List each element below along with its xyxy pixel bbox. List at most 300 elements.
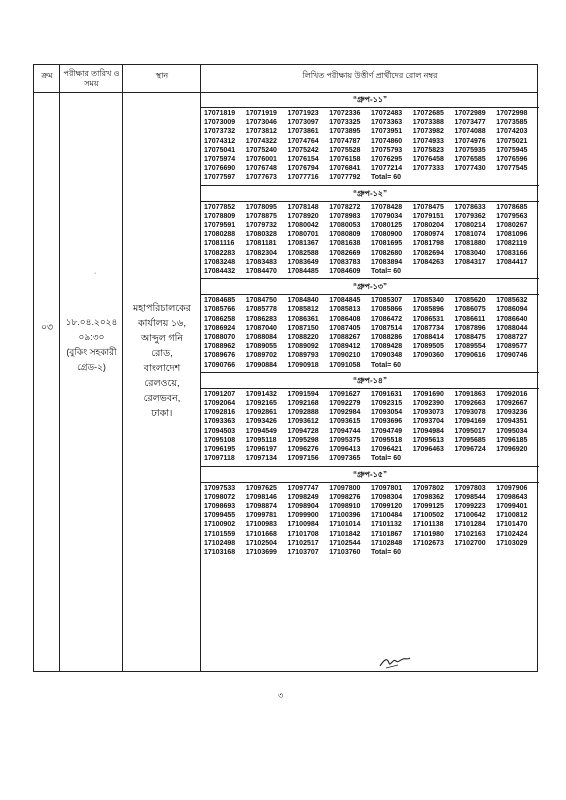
empty-cell xyxy=(455,173,495,182)
empty-cell xyxy=(496,361,536,370)
roll-number: 17100396 xyxy=(329,512,361,520)
roll-number: 17084470 xyxy=(245,268,277,276)
roll-number: 17076154 xyxy=(287,156,319,164)
roll-number: 17071919 xyxy=(245,110,277,117)
roll-number: 17103168 xyxy=(204,548,236,556)
roll-number: 17098276 xyxy=(329,493,361,501)
roll-number: 17080900 xyxy=(371,231,403,239)
header-venue: স্থান xyxy=(155,71,169,80)
roll-number: 17082588 xyxy=(287,249,319,257)
roll-number: 17101867 xyxy=(371,530,403,538)
roll-grid xyxy=(204,390,536,464)
roll-number: 17077792 xyxy=(329,174,361,182)
roll-number: 17094351 xyxy=(496,418,528,426)
group-title: “গ্রুপ-১২” xyxy=(201,186,539,202)
roll-number: 17102673 xyxy=(412,539,444,547)
roll-number: 17102498 xyxy=(204,539,236,547)
roll-number: 17094549 xyxy=(245,427,277,435)
roll-number: 17075793 xyxy=(371,146,403,154)
roll-number: 17092390 xyxy=(412,400,444,408)
roll-number: 17097906 xyxy=(496,484,528,492)
roll-number: 17074764 xyxy=(287,137,319,145)
roll-number: 17098904 xyxy=(287,502,319,510)
roll-number: 17080214 xyxy=(454,222,486,230)
results-table xyxy=(33,64,538,672)
roll-number: 17092816 xyxy=(204,409,236,417)
roll-number: 17075823 xyxy=(412,146,444,154)
group-roll-list xyxy=(201,389,539,467)
roll-number: 17082119 xyxy=(496,240,528,248)
roll-number: 17096276 xyxy=(287,446,319,454)
roll-number: 17101132 xyxy=(371,521,402,529)
roll-number: 17095108 xyxy=(204,436,236,444)
venue-line: রেলভবন, xyxy=(143,393,181,404)
roll-number: 17072989 xyxy=(454,110,486,117)
roll-number: 17083166 xyxy=(496,249,528,257)
roll-number: 17099401 xyxy=(496,502,528,510)
roll-number: 17101470 xyxy=(496,521,528,529)
roll-number: 17098304 xyxy=(371,493,403,501)
roll-number: 17087896 xyxy=(454,324,486,332)
roll-number: 17080809 xyxy=(329,231,361,239)
roll-number: 17075528 xyxy=(329,146,361,154)
roll-number: 17075041 xyxy=(204,146,236,154)
roll-number: 17102163 xyxy=(454,530,486,538)
roll-number: 17097134 xyxy=(245,455,277,463)
roll-number: 17077852 xyxy=(204,203,236,211)
roll-number: 17074088 xyxy=(454,128,486,136)
roll-number: 17071923 xyxy=(287,110,319,117)
roll-number: 17079151 xyxy=(412,212,444,220)
roll-number: 17089505 xyxy=(412,343,444,351)
roll-number: 17094749 xyxy=(371,427,403,435)
roll-number: 17087734 xyxy=(412,324,444,332)
roll-number: 17098249 xyxy=(287,493,319,501)
roll-number: 17084685 xyxy=(204,297,236,305)
roll-number: 17074860 xyxy=(371,137,403,145)
roll-number: 17091863 xyxy=(454,390,486,398)
roll-number: 17078633 xyxy=(454,203,486,211)
roll-number: 17094169 xyxy=(454,418,486,426)
roll-number: 17085307 xyxy=(371,297,403,305)
roll-number: 17081116 xyxy=(204,240,235,248)
marker-dot: · xyxy=(94,270,97,277)
roll-number: 17078475 xyxy=(412,203,444,211)
roll-number: 17100812 xyxy=(496,512,528,520)
roll-number: 17071819 xyxy=(204,110,236,117)
roll-grid xyxy=(204,203,536,277)
row-date-time xyxy=(60,315,123,375)
roll-number: 17090766 xyxy=(204,361,236,369)
venue-line: রেলওয়ে, xyxy=(144,378,180,389)
roll-number: 17078875 xyxy=(245,212,277,220)
roll-number: 17088414 xyxy=(412,334,444,342)
serial-column xyxy=(34,65,60,671)
roll-number: 17085812 xyxy=(287,306,319,314)
roll-number: 17076748 xyxy=(245,165,277,173)
roll-number: 17084609 xyxy=(329,268,361,276)
group-title: “গ্রুপ-১৪” xyxy=(201,373,539,389)
roll-number: 17079732 xyxy=(245,222,277,230)
roll-number: 17089676 xyxy=(204,352,236,360)
roll-number: 17093426 xyxy=(245,418,277,426)
roll-number: 17102517 xyxy=(287,539,319,547)
roll-number: 17086075 xyxy=(454,306,486,314)
roll-number: 17078983 xyxy=(329,212,361,220)
roll-number: 17086472 xyxy=(371,315,403,323)
roll-number: 17090884 xyxy=(245,361,277,369)
roll-number: 17089055 xyxy=(245,343,277,351)
roll-number: 17080267 xyxy=(496,222,528,230)
roll-number: 17097803 xyxy=(454,484,486,492)
roll-number: 17085632 xyxy=(496,297,528,305)
roll-number: 17075242 xyxy=(287,146,319,154)
roll-number: 17089577 xyxy=(496,343,528,351)
roll-number: 17074933 xyxy=(412,137,444,145)
roll-number: 17092279 xyxy=(329,400,361,408)
roll-number: 17076690 xyxy=(204,165,236,173)
roll-number: 17092165 xyxy=(245,400,277,408)
roll-number: 17093236 xyxy=(496,409,528,417)
roll-number: 17073325 xyxy=(329,119,361,127)
roll-number: 17098072 xyxy=(204,493,236,501)
roll-number: 17088070 xyxy=(204,334,236,342)
roll-number: 17092861 xyxy=(245,409,277,417)
roll-grid xyxy=(204,109,536,183)
roll-number: 17081074 xyxy=(454,231,486,239)
group-total: Total= 60 xyxy=(371,174,402,182)
roll-number: 17081638 xyxy=(329,240,361,248)
roll-number: 17090746 xyxy=(496,352,528,360)
roll-number: 17073895 xyxy=(329,128,361,136)
roll-number: 17094503 xyxy=(204,427,236,435)
roll-number: 17076158 xyxy=(329,156,361,164)
roll-number: 17098874 xyxy=(245,502,277,510)
row-venue xyxy=(123,301,201,421)
roll-number: 17098362 xyxy=(412,493,444,501)
roll-number: 17095298 xyxy=(287,436,319,444)
roll-number: 17092984 xyxy=(329,409,361,417)
roll-number: 17093078 xyxy=(454,409,486,417)
roll-number: 17093054 xyxy=(371,409,403,417)
roll-number: 17101842 xyxy=(329,530,361,538)
roll-number: 17088962 xyxy=(204,343,236,351)
group-total: Total= 60 xyxy=(371,361,402,369)
roll-number: 17084840 xyxy=(287,297,319,305)
roll-number: 17081181 xyxy=(245,240,277,248)
roll-number: 17095685 xyxy=(454,436,486,444)
group-title: “গ্রুপ-১১” xyxy=(201,92,539,108)
roll-number: 17082680 xyxy=(371,249,403,257)
roll-number: 17086924 xyxy=(204,324,236,332)
roll-number: 17103707 xyxy=(287,548,319,556)
group-title: “গ্রুপ-১৩” xyxy=(201,279,539,295)
roll-number: 17076841 xyxy=(329,165,361,173)
roll-number: 17098544 xyxy=(454,493,486,501)
roll-number: 17076295 xyxy=(371,156,403,164)
roll-number: 17099223 xyxy=(454,502,486,510)
roll-number: 17073951 xyxy=(371,128,403,136)
roll-number: 17095017 xyxy=(454,427,486,435)
post-name: (বুকিং সহকারী গ্রেড-২) xyxy=(66,347,117,372)
venue-line: আব্দুল গনি xyxy=(140,333,184,344)
roll-number: 17088044 xyxy=(496,324,528,332)
empty-cell xyxy=(496,548,536,557)
roll-number: 17102424 xyxy=(496,530,528,538)
roll-number: 17076794 xyxy=(287,165,319,173)
roll-number: 17074322 xyxy=(245,137,277,145)
roll-number: 17096413 xyxy=(329,446,361,454)
roll-number: 17089092 xyxy=(287,343,319,351)
empty-cell xyxy=(455,361,495,370)
roll-number: 17103760 xyxy=(329,548,361,556)
roll-number: 17097800 xyxy=(329,484,361,492)
roll-number: 17077333 xyxy=(412,165,444,173)
roll-number: 17089412 xyxy=(329,343,361,351)
roll-number: 17088267 xyxy=(329,334,361,342)
roll-number: 17093073 xyxy=(412,409,444,417)
roll-number: 17084417 xyxy=(496,258,528,266)
roll-number: 17090210 xyxy=(329,352,361,360)
roll-number: 17073046 xyxy=(245,119,277,127)
roll-number: 17077597 xyxy=(204,174,236,182)
venue-line: কার্যালয় ১৬, xyxy=(138,318,186,329)
empty-cell xyxy=(455,548,495,557)
roll-number: 17084263 xyxy=(412,258,444,266)
roll-number: 17086640 xyxy=(496,315,528,323)
roll-number: 17095613 xyxy=(412,436,444,444)
roll-number: 17102504 xyxy=(245,539,277,547)
roll-number: 17101014 xyxy=(329,521,361,529)
roll-number: 17081695 xyxy=(371,240,403,248)
roll-number: 17096724 xyxy=(454,446,486,454)
roll-number: 17086408 xyxy=(329,315,361,323)
roll-number: 17089702 xyxy=(245,352,277,360)
roll-number: 17074312 xyxy=(204,137,236,145)
roll-number: 17099120 xyxy=(371,502,403,510)
roll-number: 17086094 xyxy=(496,306,528,314)
roll-number: 17086361 xyxy=(287,315,319,323)
roll-number: 17089554 xyxy=(454,343,486,351)
roll-number: 17103699 xyxy=(245,548,277,556)
roll-number: 17078920 xyxy=(287,212,319,220)
roll-number: 17097625 xyxy=(245,484,277,492)
venue-line: ঢাকা। xyxy=(151,408,173,419)
roll-number: 17092168 xyxy=(287,400,319,408)
roll-number: 17081880 xyxy=(454,240,486,248)
roll-number: 17101138 xyxy=(412,521,444,529)
roll-number: 17100484 xyxy=(371,512,403,520)
roll-number: 17087040 xyxy=(245,324,277,332)
roll-number: 17088286 xyxy=(371,334,403,342)
roll-number: 17078272 xyxy=(329,203,361,211)
empty-cell xyxy=(496,454,536,463)
roll-number: 17078428 xyxy=(371,203,403,211)
roll-number: 17088084 xyxy=(245,334,277,342)
group-total: Total= 60 xyxy=(371,268,402,276)
roll-number: 17103029 xyxy=(496,539,528,547)
roll-number: 17086283 xyxy=(245,315,277,323)
roll-number: 17072998 xyxy=(496,110,528,117)
roll-number: 17072336 xyxy=(329,110,361,117)
roll-number: 17077545 xyxy=(496,165,528,173)
roll-number: 17075240 xyxy=(245,146,277,154)
roll-number: 17080053 xyxy=(329,222,361,230)
roll-number: 17080288 xyxy=(204,231,236,239)
roll-number: 17091432 xyxy=(245,390,277,398)
roll-number: 17075021 xyxy=(496,137,528,145)
roll-number: 17092663 xyxy=(454,400,486,408)
roll-number: 17090616 xyxy=(454,352,486,360)
roll-number: 17075974 xyxy=(204,156,236,164)
roll-number: 17097365 xyxy=(329,455,361,463)
roll-number: 17090348 xyxy=(371,352,403,360)
roll-number: 17084485 xyxy=(287,268,319,276)
roll-number: 17079034 xyxy=(371,212,403,220)
venue-line: বাংলাদেশ xyxy=(143,363,181,374)
roll-number: 17082694 xyxy=(412,249,444,257)
roll-number: 17076001 xyxy=(245,156,277,164)
roll-number: 17090918 xyxy=(287,361,319,369)
roll-number: 17092315 xyxy=(371,400,403,408)
roll-number: 17082304 xyxy=(245,249,277,257)
roll-number: 17093704 xyxy=(412,418,444,426)
venue-line: রোড, xyxy=(151,348,173,359)
roll-number: 17073732 xyxy=(204,128,236,136)
roll-number: 17085813 xyxy=(329,306,361,314)
roll-number: 17096421 xyxy=(371,446,403,454)
roll-number: 17102544 xyxy=(329,539,361,547)
roll-number: 17080974 xyxy=(412,231,444,239)
roll-number: 17073585 xyxy=(496,119,528,127)
roll-number: 17100902 xyxy=(204,521,236,529)
roll-number: 17081367 xyxy=(287,240,319,248)
roll-grid xyxy=(204,296,536,370)
roll-number: 17083649 xyxy=(287,258,319,266)
roll-number: 17076596 xyxy=(496,156,528,164)
roll-number: 17091690 xyxy=(412,390,444,398)
roll-number: 17087514 xyxy=(371,324,403,332)
roll-number: 17088475 xyxy=(454,334,486,342)
roll-number: 17080204 xyxy=(412,222,444,230)
roll-number: 17082669 xyxy=(329,249,361,257)
roll-number: 17097801 xyxy=(371,484,403,492)
group-title: “গ্রুপ-১৫” xyxy=(201,467,539,483)
group-total: Total= 60 xyxy=(371,548,402,556)
roll-number: 17079362 xyxy=(454,212,486,220)
roll-number: 17097533 xyxy=(204,484,236,492)
roll-number: 17096463 xyxy=(412,446,444,454)
roll-number: 17091627 xyxy=(329,390,361,398)
roll-number: 17072483 xyxy=(371,110,403,117)
roll-number: 17080328 xyxy=(245,231,277,239)
roll-number: 17100642 xyxy=(454,512,486,520)
roll-number: 17101668 xyxy=(245,530,277,538)
group-roll-list xyxy=(201,108,539,186)
page-number: ৩ xyxy=(278,691,284,700)
header-roll-numbers: লিখিত পরীক্ষায় উত্তীর্ণ প্রার্থীদের রোল নম্বর xyxy=(302,71,438,80)
roll-number: 17075935 xyxy=(454,146,486,154)
roll-number: 17074787 xyxy=(329,137,361,145)
roll-number: 17073388 xyxy=(412,119,444,127)
roll-number: 17081096 xyxy=(496,231,528,239)
roll-number: 17101559 xyxy=(204,530,236,538)
roll-number: 17092888 xyxy=(287,409,319,417)
header-date-time: পরীক্ষার তারিখ ও সময় xyxy=(63,69,120,88)
roll-number: 17098693 xyxy=(204,502,236,510)
roll-number: 17077430 xyxy=(454,165,486,173)
roll-number: 17083894 xyxy=(371,258,403,266)
roll-number: 17088220 xyxy=(287,334,319,342)
roll-number: 17076458 xyxy=(412,156,444,164)
roll-number: 17073009 xyxy=(204,119,236,127)
venue-line: মহাপরিচালকের xyxy=(132,303,192,314)
roll-number: 17092016 xyxy=(496,390,528,398)
roll-number: 17098146 xyxy=(245,493,277,501)
roll-number: 17079563 xyxy=(496,212,528,220)
group-roll-list xyxy=(201,295,539,373)
roll-number: 17096920 xyxy=(496,446,528,454)
roll-number: 17100502 xyxy=(412,512,444,520)
roll-number: 17098910 xyxy=(329,502,361,510)
roll-number: 17100984 xyxy=(287,521,319,529)
group-roll-list xyxy=(201,483,539,560)
roll-number: 17083483 xyxy=(245,258,277,266)
roll-number: 17092667 xyxy=(496,400,528,408)
roll-number: 17087150 xyxy=(287,324,319,332)
roll-number: 17073363 xyxy=(371,119,403,127)
roll-number: 17072685 xyxy=(412,110,444,117)
roll-number: 17080125 xyxy=(371,222,403,230)
empty-cell xyxy=(496,267,536,276)
roll-number: 17085620 xyxy=(454,297,486,305)
roll-number: 17097118 xyxy=(204,455,235,463)
roll-number: 17100983 xyxy=(245,521,277,529)
roll-number: 17091207 xyxy=(204,390,236,398)
roll-number: 17093363 xyxy=(204,418,236,426)
roll-number: 17085866 xyxy=(371,306,403,314)
signature xyxy=(378,654,412,675)
roll-number: 17080042 xyxy=(287,222,319,230)
roll-number: 17095034 xyxy=(496,427,528,435)
roll-number: 17102700 xyxy=(454,539,486,547)
roll-number: 17087405 xyxy=(329,324,361,332)
roll-number: 17084845 xyxy=(329,297,361,305)
empty-cell xyxy=(455,267,495,276)
roll-number: 17094728 xyxy=(287,427,319,435)
roll-number: 17082283 xyxy=(204,249,236,257)
roll-number: 17096197 xyxy=(245,446,277,454)
roll-number: 17078809 xyxy=(204,212,236,220)
roll-number: 17076585 xyxy=(454,156,486,164)
roll-number: 17085778 xyxy=(245,306,277,314)
group-roll-list xyxy=(201,202,539,280)
roll-number: 17081798 xyxy=(412,240,444,248)
roll-number: 17093615 xyxy=(329,418,361,426)
exam-date: ১৮.০৪.২০২৪ xyxy=(65,317,118,327)
roll-number: 17093696 xyxy=(371,418,403,426)
roll-number: 17091594 xyxy=(287,390,319,398)
header-serial: ক্রম xyxy=(41,71,53,80)
roll-number: 17089428 xyxy=(371,343,403,351)
roll-number: 17095118 xyxy=(245,436,277,444)
roll-number: 17097747 xyxy=(287,484,319,492)
roll-number: 17102848 xyxy=(371,539,403,547)
roll-number: 17073982 xyxy=(412,128,444,136)
roll-number: 17097802 xyxy=(412,484,444,492)
roll-number: 17085340 xyxy=(412,297,444,305)
roll-number: 17095375 xyxy=(329,436,361,444)
